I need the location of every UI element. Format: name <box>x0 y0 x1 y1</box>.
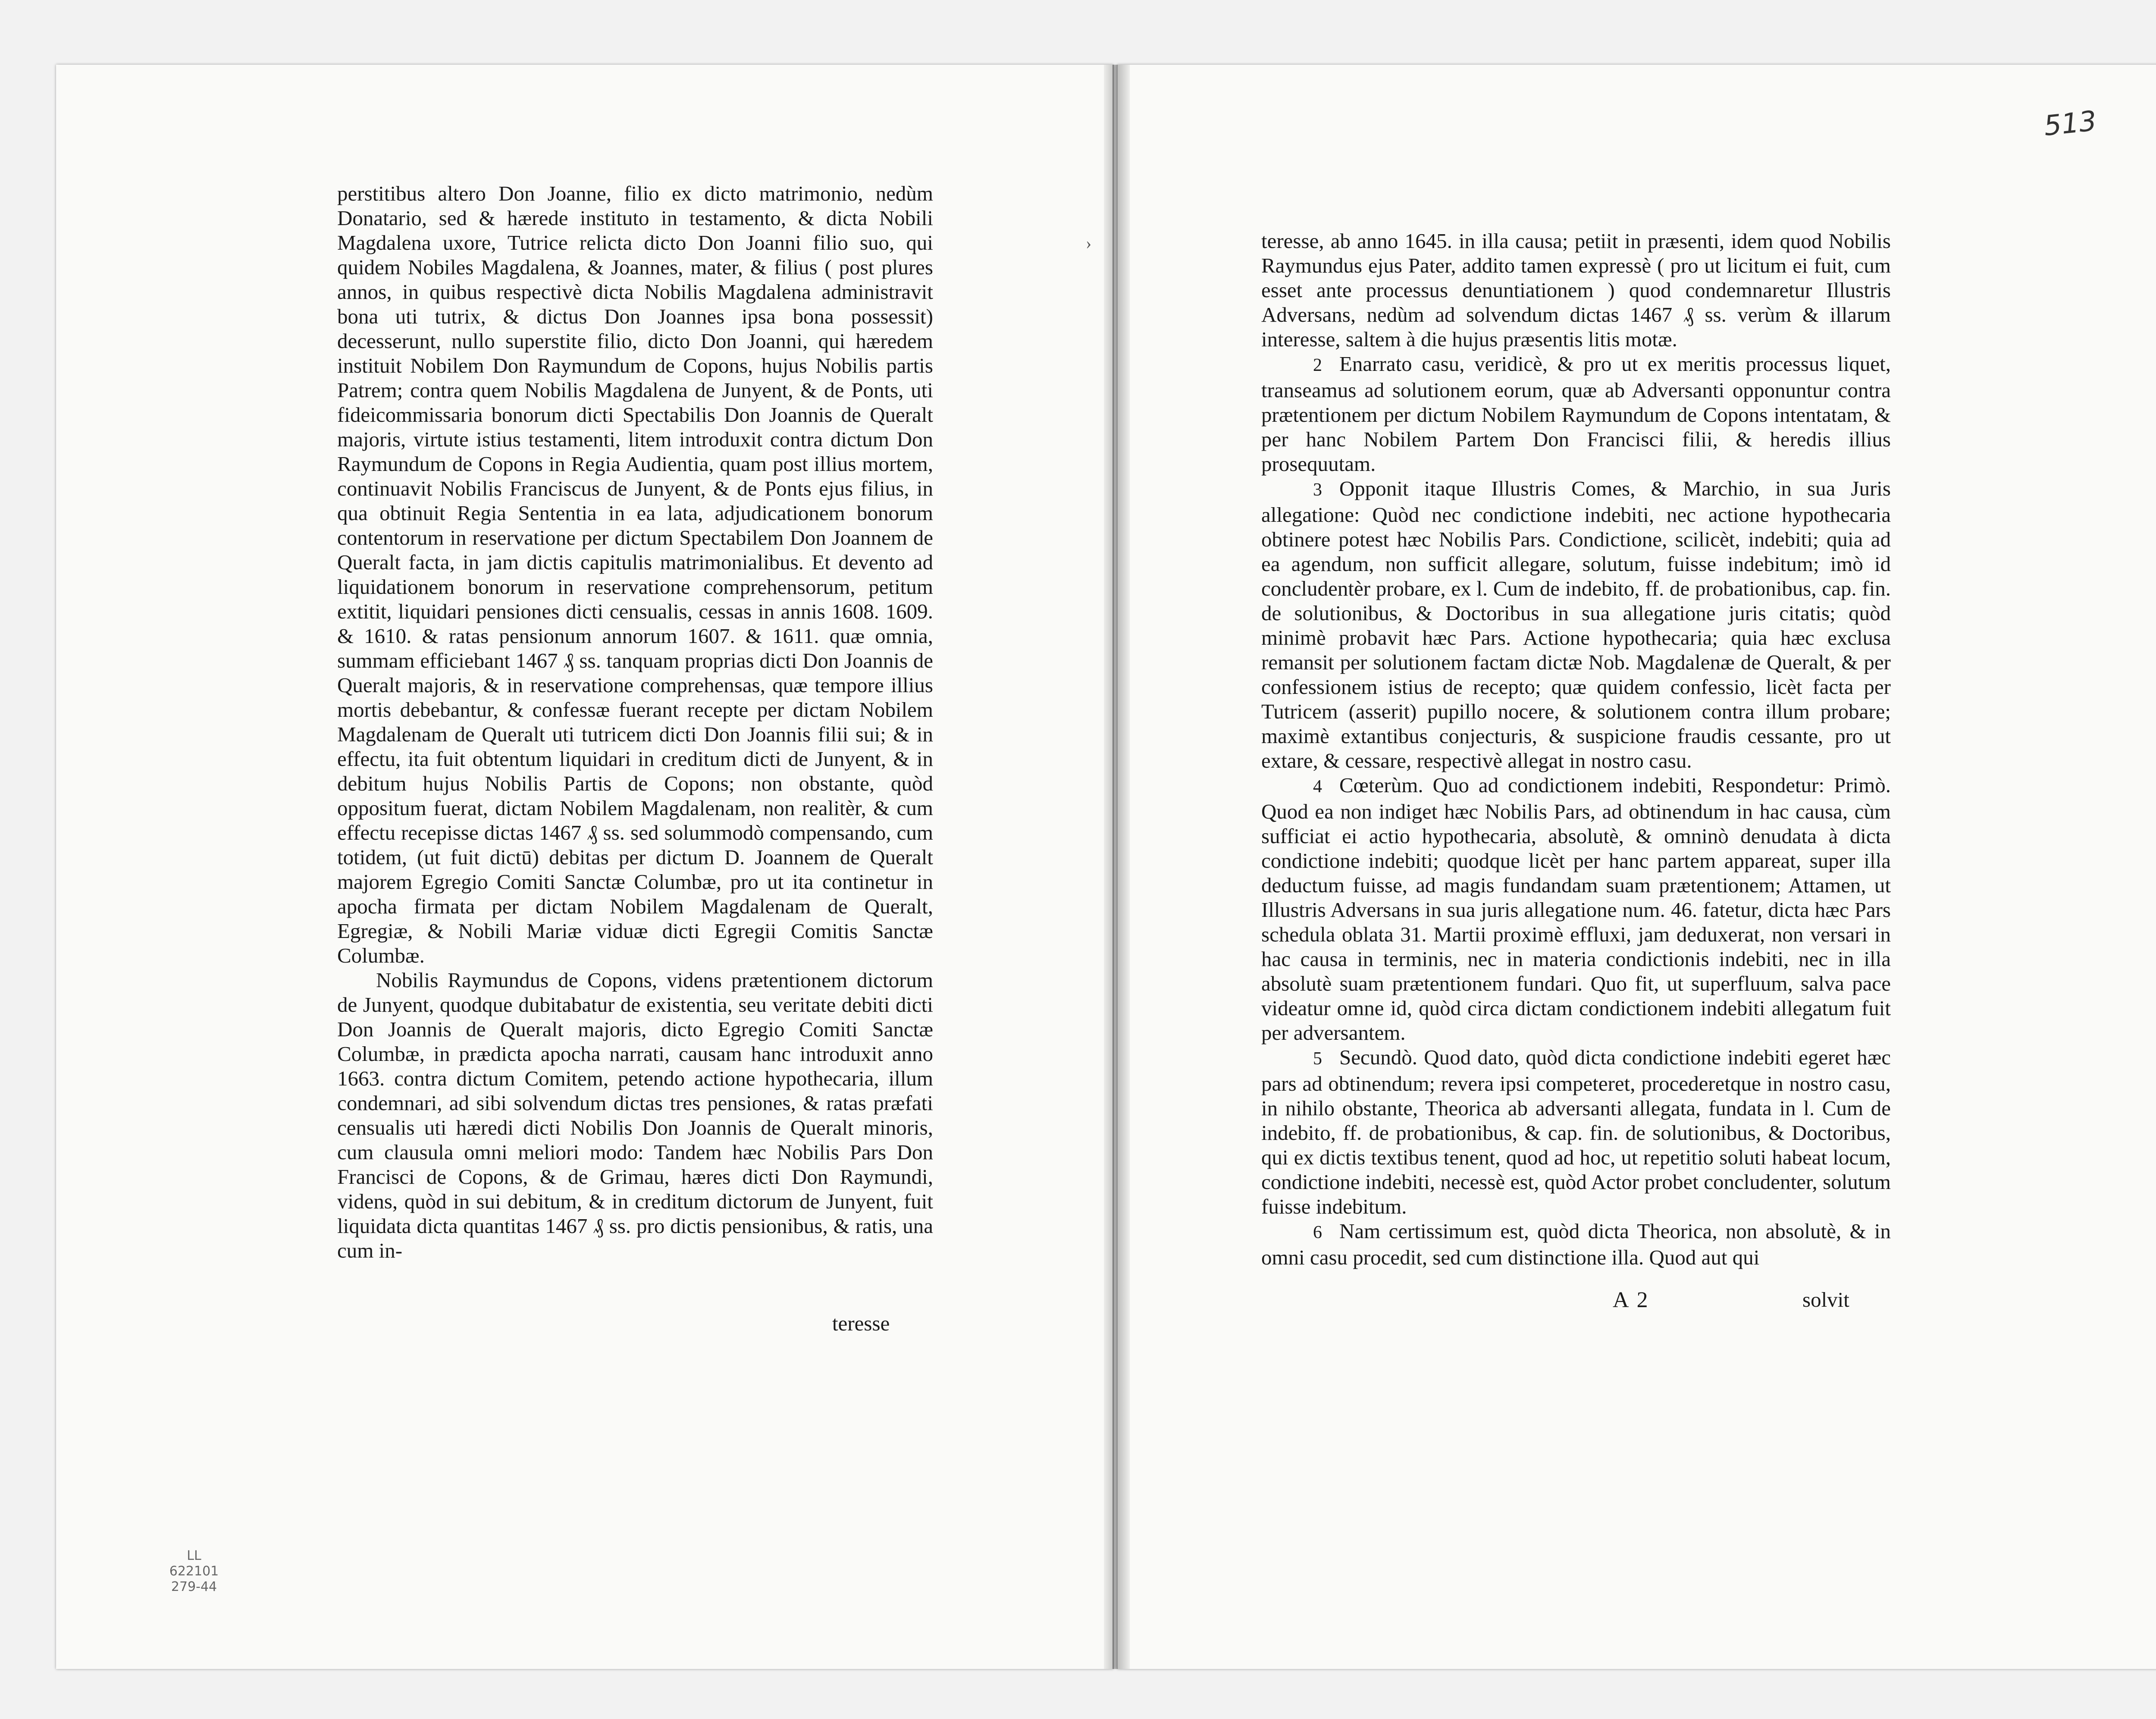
section-text: Secundò. Quod dato, quòd dicta condictione indebiti egeret hæc pars ad obtinendum; revera ipsi competeret, procederetque in nostro casu, in nihilo obstante, Theorica ab adversanti allegata, fundata in l. Cum de indebito, ff. de probationibus, & cap. fin. de solutionibus, & Doctoribus, qui ex dictis textibus tenent, quod ad hoc, ut repetitio soluti habeat locum, condictione indebiti, necessè est, quòd Actor probet concludenter, solutum fuisse indebitum. <box>1261 1045 1891 1218</box>
section-4 <box>1261 773 1891 1045</box>
shelfmark-note <box>168 1548 220 1595</box>
right-text-column <box>1261 229 1891 1270</box>
right-opening-paragraph: teresse, ab anno 1645. in illa causa; petiit in præsenti, idem quod Nobilis Raymundus ejus Pater, addito tamen expressè ( pro ut licitum ei fuit, cum esset ante processus denuntiationem ) quod condemnaretur Illustris Adversans, nedùm ad solvendum dictas 1467 ₰ ss. verùm & illarum interesse, saltem à die hujus præsentis litis motæ. <box>1261 229 1891 351</box>
section-number: 6 <box>1313 1223 1322 1242</box>
right-catchword: solvit <box>1802 1288 1849 1311</box>
section-number: 2 <box>1313 355 1322 375</box>
shelfmark-line: 279-44 <box>171 1579 217 1594</box>
left-paragraph-1: perstitibus altero Don Joanne, filio ex dicto matrimonio, nedùm Donatario, sed & hærede instituto in testamento, & dicta Nobili Magdalena uxore, Tutrice relicta dicto Don Joanni filio suo, qui quidem Nobiles Magdalena, & Joannes, mater, & filius ( post plures annos, in quibus respectivè dicta Nobilis Magdalena administravit bona uti tutrix, & dictus Don Joannes ipsa bona possessit) decesserunt, nullo superstite filio, dicto Don Joanni, qui hæredem instituit Nobilem Don Raymundum de Copons, hujus Nobilis partis Patrem; contra quem Nobilis Magdalena de Junyent, & de Ponts, uti fideicommissaria bonorum dicti Spectabilis Don Joannis de Queralt majoris, virtute istius testamenti, litem introduxit contra dictum Don Raymundum de Copons in Regia Audientia, quam post illius mortem, continuavit Nobilis Franciscus de Junyent, & de Ponts ejus filius, in qua obtinuit Regia Sententia in ea lata, adjudicationem bonorum contentorum in reservatione per dictum Spectabilem Don Joannem de Queralt facta, in jam dictis capitulis matrimonialibus. Et devento ad liquidationem bonorum in reservatione comprehensorum, petitum extitit, liquidari pensiones dicti censualis, cessas in annis 1608. 1609. & 1610. & ratas pensionum annorum 1607. & 1611. quæ omnia, summam efficiebant 1467 ₰ ss. tanquam proprias dicti Don Joannis de Queralt majoris, & in reservatione comprehensas, quæ tempore illius mortis debebantur, & confessæ fuerant recepte per dictam Nobilem Magdalenam de Queralt uti tutricem dicti Don Joannis filii sui; & in effectu, ita fuit obtentum liquidari in creditum dicti de Junyent, & in debitum hujus Nobilis Partis de Copons; non obstante, quòd oppositum fuerat, dictam Nobilem Magdalenam, non realitèr, & cum effectu recepisse dictas 1467 ₰ ss. sed solummodò compensando, cum totidem, (ut fuit dictū) debitas per dictum D. Joannem de Queralt majorem Egregio Comiti Sanctæ Columbæ, pro ut ita continetur in apocha firmata per dictam Nobilem Magdalenam de Queralt, Egregiæ, & Nobili Mariæ viduæ dicti Egregii Comitis Sanctæ Columbæ. <box>337 182 933 967</box>
folio-number: 513 <box>2042 105 2098 143</box>
section-5 <box>1261 1045 1891 1219</box>
section-number: 4 <box>1313 777 1322 797</box>
section-text: Nam certissimum est, quòd dicta Theorica, non absolutè, & in omni casu procedit, sed cum distinctione illa. Quod aut qui <box>1261 1219 1891 1269</box>
book-gutter <box>1104 65 1130 1669</box>
section-text: Enarrato casu, veridicè, & pro ut ex meritis processus liquet, transeamus ad solutionem eorum, quæ ab Adversanti opponuntur contra prætentionem per dictum Nobilem Raymundum de Copons intentatam, & per hanc Nobilem Partem Don Francisci filii, & heredis illius prosequutam. <box>1261 352 1891 476</box>
section-number: 5 <box>1313 1049 1322 1069</box>
left-catchword: teresse <box>832 1311 890 1335</box>
signature-mark: A 2 <box>1613 1288 1650 1312</box>
section-2 <box>1261 351 1891 476</box>
left-text-column <box>337 181 933 1263</box>
left-paragraph-2: Nobilis Raymundus de Copons, videns prætentionem dictorum de Junyent, quodque dubitabatur de existentia, seu veritate debiti dicti Don Joannis de Queralt majoris, dicto Egregio Comiti Sanctæ Columbæ, in prædicta apocha narrati, causam hanc introduxit anno 1663. contra dictum Comitem, petendo actione hypothecaria, illum condemnari, ad sibi solvendum dictas tres pensiones, & ratas præfati censualis uti hæredi dicti Nobilis Don Joannis de Queralt minoris, cum clausula omni meliori modo: Tandem hæc Nobilis Pars Don Francisci de Copons, & de Grimau, hæres dicti Don Raymundi, videns, quòd in sui debitum, & in creditum dictorum de Junyent, fuit liquidata dicta quantitas 1467 ₰ ss. pro dictis pensionibus, & ratis, una cum in- <box>337 968 933 1262</box>
margin-mark: › <box>1086 233 1092 253</box>
section-6 <box>1261 1219 1891 1270</box>
section-text: Cœterùm. Quo ad condictionem indebiti, Respondetur: Primò. Quod ea non indiget hæc Nobilis Pars, ad obtinendum in hac causa, cùm sufficiat ei actio hypothecaria, absolutè, & omninò denudata à dicta condictione indebiti; quodque licèt per hanc partem appareat, super illa deductum fuisse, ad magis fundandam suam prætentionem; Attamen, ut Illustris Adversans in sua juris allegatione num. 46. fatetur, dicta hæc Pars schedula oblata 31. Martii proximè effluxi, jam deduxerat, non versari in hac causa in terminis, nec in materia condictionis indebiti, nec in illa absolutè suam prætentionem fundari. Quo fit, ut superfluum, salva pace videatur omne id, quòd circa dictam condictionem indebiti allegatum fuit per adversantem. <box>1261 773 1891 1045</box>
shelfmark-line: 622101 <box>169 1564 219 1579</box>
section-3 <box>1261 476 1891 773</box>
section-number: 3 <box>1313 480 1322 500</box>
shelfmark-line: LL <box>187 1548 201 1563</box>
section-text: Opponit itaque Illustris Comes, & Marchio, in sua Juris allegatione: Quòd nec condictione indebiti, nec actione hypothecaria obtinere potest hæc Nobilis Pars. Condictione, scilicèt, indebiti; quia ad ea agendum, non sufficit allegare, solutum, fuisse indebitum; imò id concludentèr probare, ex l. Cum de indebito, ff. de probationibus, cap. fin. de solutionibus, & Doctoribus in sua allegatione juris citatis; quòd minimè probavit hæc Pars. Actione hypothecaria; quia hæc exclusa remansit per solutionem factam dictæ Nob. Magdalenæ de Queralt, & per confessionem istius de recepto; quæ quidem confessio, licèt facta per Tutricem (asserit) pupillo nocere, & solutionem contra illum probare; maximè extantibus conjecturis, & suspicione fraudis cessante, pro ut extare, & cessare, respectivè allegat in nostro casu. <box>1261 477 1891 772</box>
